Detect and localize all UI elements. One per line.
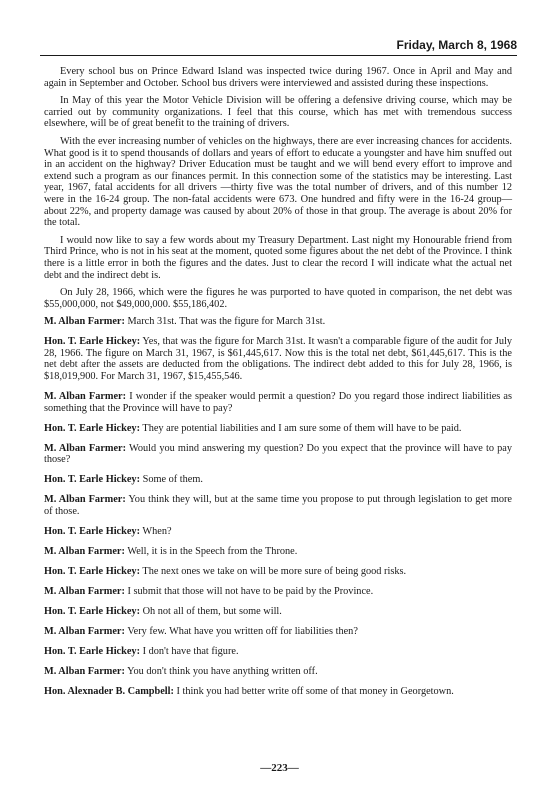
speech-entry xyxy=(44,546,512,558)
page-number: —223— xyxy=(260,762,299,774)
speaker-name: Hon. T. Earle Hickey: xyxy=(44,474,141,486)
speech-entry xyxy=(44,646,512,658)
speech-text: Would you mind answering my question? Do you expect that the province will have to pay those? xyxy=(44,442,512,466)
speech-entry xyxy=(44,423,512,435)
speech-text: Very few. What have you written off for liabilities then? xyxy=(124,625,358,637)
speech-text: Oh not all of them, but some will. xyxy=(140,605,282,617)
speech-text: They are potential liabilities and I am sure some of them will have to be paid. xyxy=(140,422,462,434)
paragraph-accident-statistics: With the ever increasing number of vehicles on the highways, there are ever increasing chances for accidents. What good is it to spend thousands of dollars and years of effort to educate a youngster and have him snuffed out in an accident on the highway? Driver Education must be taught and we will bend every effort to improve and extend such a program as our finances permit. In this connection some of the statistics may be interesting. Last year, 1967, fatal accidents for all drivers —thirty five was the total number of drivers, and of this number 12 were in the 16-24 group. The non-fatal accidents were 673. One hundred and fifty were in the 16-24 group—about 22%, and property damage was caused by about 20% of those in that group. The average is about 20% for the total. xyxy=(44,135,512,229)
speaker-name: Hon. T. Earle Hickey: xyxy=(44,422,141,434)
speech-entry xyxy=(44,526,512,538)
header-date: Friday, March 8, 1968 xyxy=(396,38,517,52)
speaker-name: M. Alban Farmer: xyxy=(44,585,125,597)
speaker-name: M. Alban Farmer: xyxy=(44,391,127,403)
speaker-name: M. Alban Farmer: xyxy=(44,625,125,637)
speaker-name: M. Alban Farmer: xyxy=(44,665,125,677)
speech-text: I don't have that figure. xyxy=(140,645,239,657)
speech-text: Some of them. xyxy=(140,474,203,486)
speech-entry xyxy=(44,626,512,638)
speech-entry xyxy=(44,316,512,328)
page-header xyxy=(40,38,517,56)
speech-entry xyxy=(44,336,512,382)
speech-text: The next ones we take on will be more sure of being good risks. xyxy=(140,565,407,577)
speech-entry xyxy=(44,474,512,486)
speaker-name: Hon. T. Earle Hickey: xyxy=(44,565,141,577)
speech-text: When? xyxy=(140,525,172,537)
paragraph-treasury: I would now like to say a few words about my Treasury Department. Last night my Honourable friend from Third Prince, who is not in his seat at the moment, quoted some figures about the net debt of the Province. I think there is a little error in both the figures and the dates. Just to clear the record I will indicate what the actual net debt and the indirect debt is. xyxy=(44,234,512,281)
speech-text: I submit that those will not have to be paid by the Province. xyxy=(124,585,374,597)
speaker-name: M. Alban Farmer: xyxy=(44,442,127,454)
speech-entry xyxy=(44,443,512,466)
speech-text: Well, it is in the Speech from the Throne. xyxy=(124,545,298,557)
speech-entry xyxy=(44,606,512,618)
speaker-name: Hon. T. Earle Hickey: xyxy=(44,645,141,657)
speech-entry xyxy=(44,586,512,598)
speech-text: March 31st. That was the figure for March 31st. xyxy=(124,316,326,328)
speaker-name: M. Alban Farmer: xyxy=(44,494,126,506)
page-body xyxy=(44,66,512,706)
speaker-name: Hon. T. Earle Hickey: xyxy=(44,336,141,348)
speaker-name: M. Alban Farmer: xyxy=(44,316,125,328)
speaker-name: Hon. Alexnader B. Campbell: xyxy=(44,685,174,697)
speech-entry xyxy=(44,686,512,698)
speech-entry xyxy=(44,494,512,517)
speaker-name: Hon. T. Earle Hickey: xyxy=(44,525,141,537)
paragraph-bus-inspection: Every school bus on Prince Edward Island was inspected twice during 1967. Once in April and May and again in September and October. School bus drivers were interviewed and assisted during these inspections. xyxy=(44,66,512,89)
speaker-name: M. Alban Farmer: xyxy=(44,545,125,557)
speech-text: You don't think you have anything written off. xyxy=(124,665,318,677)
speech-entry xyxy=(44,666,512,678)
paragraph-net-debt: On July 28, 1966, which were the figures he was purported to have quoted in comparison, the net debt was $55,000,000, not $49,000,000. $55,186,402. xyxy=(44,287,512,310)
speech-entry xyxy=(44,566,512,578)
speaker-name: Hon. T. Earle Hickey: xyxy=(44,605,141,617)
speech-text: You think they will, but at the same time you propose to put through legislation to get more of those. xyxy=(44,494,512,517)
speech-entry xyxy=(44,391,512,414)
speech-text: I wonder if the speaker would permit a question? Do you regard those indirect liabilities as something that the Province will have to pay? xyxy=(44,391,512,414)
paragraph-driving-course: In May of this year the Motor Vehicle Division will be offering a defensive driving course, which may be carried out by community organizations. I feel that this course, which has met with tremendous success elsewhere, will be of great benefit to the training of drivers. xyxy=(44,95,512,130)
speech-text: Yes, that was the figure for March 31st. It wasn't a comparable figure of the audit for July 28, 1966. The figure on March 31, 1967, is $61,445,617. Now this is the total net debt, $61,445,617. This is the net debt after the assets are deducted from the obligations. The indirect debt added to this for July 28, 1966, is $18,019,900. For March 31, 1967, $15,455,546. xyxy=(44,336,513,383)
speech-text: I think you had better write off some of that money in Georgetown. xyxy=(173,685,454,697)
